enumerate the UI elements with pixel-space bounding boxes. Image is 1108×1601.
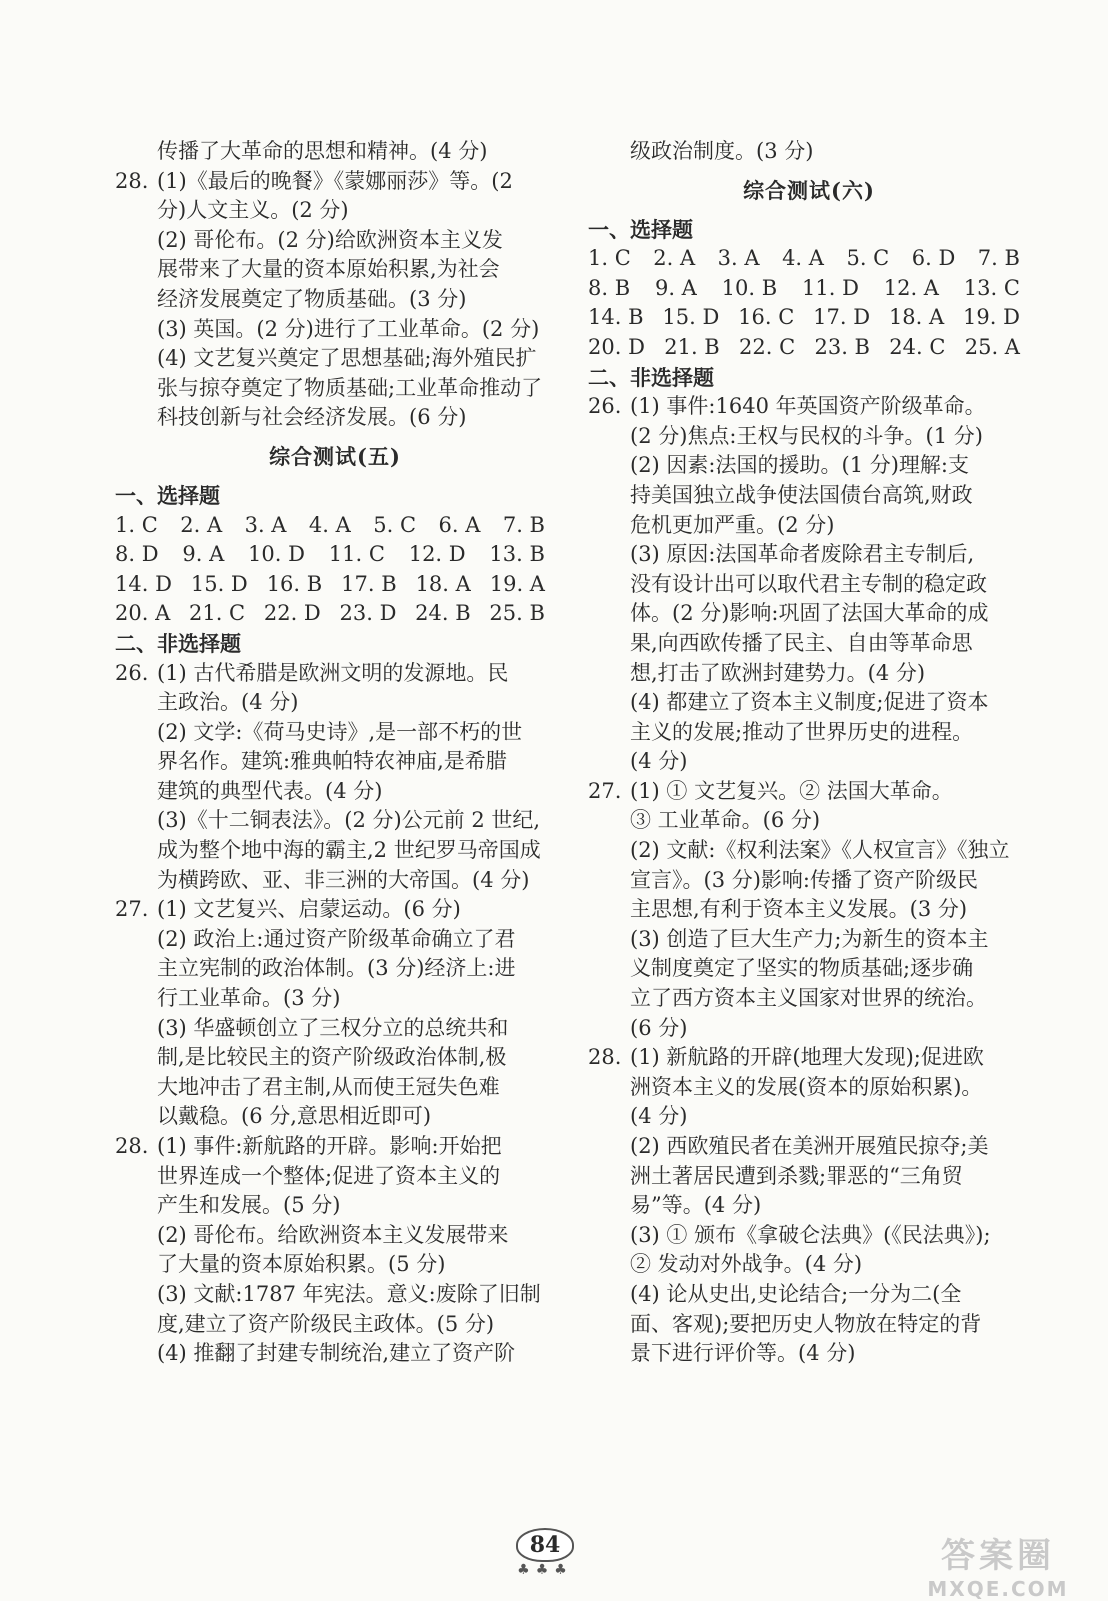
answer-text: (4 分): [630, 1104, 688, 1129]
mc-answer: 8. D: [115, 542, 159, 567]
left-column: [115, 137, 555, 1369]
mc-row: [588, 303, 1030, 333]
answer-line: [115, 866, 555, 896]
mc-row: [588, 244, 1030, 274]
answer-text: (1) 文艺复兴、启蒙运动。(6 分): [157, 897, 461, 922]
mc-answer: 12. D: [408, 542, 466, 567]
mc-answer: 20. A: [115, 601, 171, 626]
answer-text: 主立宪制的政治体制。(3 分)经济上:进: [157, 956, 516, 981]
mc-answer: 13. B: [489, 542, 545, 567]
answer-text: 危机更加严重。(2 分): [630, 512, 835, 537]
answer-line: [588, 1073, 1030, 1103]
mc-answer: 2. A: [653, 246, 696, 271]
question-number: 27.: [588, 778, 622, 803]
answer-line: [115, 954, 555, 984]
mc-answer: 25. B: [489, 601, 545, 626]
answer-line: [115, 688, 555, 718]
answer-text: (3) 创造了巨大生产力;为新生的资本主: [630, 926, 989, 951]
answer-line: [588, 137, 1030, 167]
answer-line: [588, 688, 1030, 718]
mc-answer: 15. D: [662, 305, 720, 330]
answer-line: [588, 570, 1030, 600]
answer-text: (1) 新航路的开辟(地理大发现);促进欧: [630, 1045, 984, 1070]
answer-text: 度,建立了资产阶级民主政体。(5 分): [157, 1311, 495, 1336]
mc-answer: 18. A: [415, 571, 471, 596]
answer-text: (2 分)焦点:王权与民权的斗争。(1 分): [630, 423, 983, 448]
answer-line: [115, 255, 555, 285]
watermark-url: MXQE.COM: [927, 1577, 1069, 1601]
answer-line: [115, 1221, 555, 1251]
test6-mc-answers: [588, 244, 1030, 362]
answer-text: (6 分): [630, 1015, 688, 1040]
answer-text: 世界连成一个整体;促进了资本主义的: [157, 1163, 501, 1188]
mc-answer: 9. A: [654, 275, 697, 300]
mc-answer: 25. A: [964, 334, 1020, 359]
answer-text: 想,打击了欧洲封建势力。(4 分): [630, 660, 926, 685]
answer-text: 行工业革命。(3 分): [157, 986, 341, 1011]
answer-line: [588, 984, 1030, 1014]
mc-answer: 11. C: [328, 542, 385, 567]
answer-line: [115, 718, 555, 748]
mc-row: [115, 540, 555, 570]
answer-text: 传播了大革命的思想和精神。(4 分): [157, 139, 488, 163]
mc-answer: 23. D: [339, 601, 397, 626]
answer-text: 体。(2 分)影响:巩固了法国大革命的成: [630, 601, 989, 626]
answer-text: ② 发动对外战争。(4 分): [630, 1252, 863, 1277]
mc-answer: 10. D: [248, 542, 305, 567]
answer-line: [588, 1310, 1030, 1340]
mc-answer: 5. C: [846, 246, 890, 271]
answer-line: [115, 747, 555, 777]
answer-text: 主义的发展;推动了世界历史的进程。: [630, 719, 974, 744]
answer-line: [115, 925, 555, 955]
answer-text: (4) 论从史出,史论结合;一分为二(全: [630, 1281, 962, 1306]
mc-row: [588, 333, 1030, 363]
answer-line: [588, 866, 1030, 896]
answer-text: (3) 原因:法国革命者废除君主专制后,: [630, 542, 975, 567]
test5-mc-heading: 一、选择题: [115, 482, 220, 508]
answer-line: [115, 285, 555, 315]
answer-line: [115, 374, 555, 404]
answer-text: 洲资本主义的发展(资本的原始积累)。: [630, 1074, 983, 1099]
mc-answer: 16. C: [738, 305, 795, 330]
mc-answer: 14. B: [588, 305, 644, 330]
answer-line: [588, 895, 1030, 925]
answer-text: 建筑的典型代表。(4 分): [157, 778, 383, 803]
answer-text: (3) 英国。(2 分)进行了工业革命。(2 分): [157, 316, 540, 341]
answer-line: [588, 540, 1030, 570]
mc-answer: 22. D: [263, 601, 321, 626]
page-number: 84: [516, 1528, 575, 1562]
answer-line: [115, 315, 555, 345]
answer-line: [115, 344, 555, 374]
answer-line: [588, 599, 1030, 629]
answer-text: 易”等。(4 分): [630, 1193, 762, 1218]
answer-line: [115, 1191, 555, 1221]
answer-text: (1) ① 文艺复兴。② 法国大革命。: [630, 778, 953, 803]
answer-line: [588, 1339, 1030, 1369]
mc-answer: 24. B: [415, 601, 471, 626]
mc-answer: 18. A: [888, 305, 945, 330]
test6-nonmc-answers: [588, 392, 1030, 1369]
mc-answer: 13. C: [963, 275, 1020, 300]
answer-line: [115, 196, 555, 226]
answer-text: 分)人文主义。(2 分): [157, 198, 349, 223]
watermark-logo: 答案圈: [941, 1536, 1055, 1576]
answer-line: [588, 1221, 1030, 1251]
answer-line: [115, 1132, 555, 1162]
answer-line: [588, 629, 1030, 659]
answer-text: 了大量的资本原始积累。(5 分): [157, 1252, 446, 1277]
answer-line: [588, 1191, 1030, 1221]
mc-answer: 14. D: [115, 571, 172, 596]
test5-nonmc-answers: [115, 659, 555, 1369]
mc-answer: 7. B: [502, 512, 545, 537]
answer-text: 经济发展奠定了物质基础。(3 分): [157, 286, 467, 311]
mc-answer: 19. A: [489, 571, 545, 596]
answer-line: [588, 777, 1030, 807]
mc-answer: 20. D: [588, 334, 645, 359]
question-number: 28.: [115, 168, 149, 193]
mc-answer: 21. B: [664, 334, 720, 359]
mc-answer: 1. C: [115, 512, 158, 537]
answer-text: 义制度奠定了坚实的物质基础;逐步确: [630, 956, 974, 981]
test6-mc-heading: 一、选择题: [588, 216, 693, 242]
answer-line: [115, 836, 555, 866]
answer-text: 主政治。(4 分): [157, 690, 299, 715]
answer-line: [115, 1043, 555, 1073]
answer-text: 制,是比较民主的资产阶级政治体制,极: [157, 1045, 507, 1070]
answer-line: [115, 1339, 555, 1369]
test6-title: 综合测试(六): [743, 177, 875, 203]
answer-line: [588, 1250, 1030, 1280]
answer-text: ③ 工业革命。(6 分): [630, 808, 821, 833]
answer-text: (2) 西欧殖民者在美洲开展殖民掠夺;美: [630, 1134, 989, 1158]
answer-line: [115, 137, 555, 167]
answer-line: [588, 806, 1030, 836]
mc-answer: 21. C: [188, 601, 246, 626]
answer-line: [588, 1132, 1030, 1162]
question-number: 26.: [588, 394, 622, 419]
answer-text: 以戴稳。(6 分,意思相近即可): [157, 1104, 432, 1129]
answer-text: (3) 华盛顿创立了三权分立的总统共和: [157, 1015, 509, 1040]
answer-text: (3) ① 颁布《拿破仑法典》(《民法典》);: [630, 1222, 991, 1247]
answer-line: [115, 1250, 555, 1280]
answer-text: 产生和发展。(5 分): [157, 1193, 341, 1218]
answer-line: [588, 511, 1030, 541]
answer-text: (4) 推翻了封建专制统治,建立了资产阶: [157, 1341, 516, 1366]
right-continuation: [588, 137, 1030, 167]
answer-text: 为横跨欧、亚、非三洲的大帝国。(4 分): [157, 867, 530, 892]
answer-line: [115, 226, 555, 256]
watermark: [908, 1528, 1088, 1601]
answer-text: (1) 古代希腊是欧洲文明的发源地。民: [157, 660, 509, 685]
mc-row: [588, 274, 1030, 304]
question-number: 27.: [115, 897, 149, 922]
mc-answer: 1. C: [588, 246, 631, 271]
answer-text: (4) 都建立了资本主义制度;促进了资本: [630, 690, 989, 715]
answer-text: 景下进行评价等。(4 分): [630, 1341, 856, 1366]
mc-answer: 5. C: [373, 512, 417, 537]
answer-line: [115, 1162, 555, 1192]
answer-line: [588, 1162, 1030, 1192]
mc-answer: 3. A: [717, 246, 760, 271]
question-number: 28.: [115, 1134, 149, 1158]
answer-text: 持美国独立战争使法国债台高筑,财政: [630, 482, 973, 507]
mc-answer: 17. D: [813, 305, 871, 330]
answer-line: [588, 1102, 1030, 1132]
answer-text: (3)《十二铜表法》。(2 分)公元前 2 世纪,: [157, 808, 541, 833]
test5-nonmc-heading: 二、非选择题: [115, 630, 241, 656]
answer-text: (3) 文献:1787 年宪法。意义:废除了旧制: [157, 1281, 541, 1306]
answer-line: [115, 403, 555, 433]
answer-text: (4 分): [630, 749, 688, 774]
mc-answer: 23. B: [814, 334, 870, 359]
mc-row: [115, 511, 555, 541]
answer-line: [588, 422, 1030, 452]
answer-line: [115, 777, 555, 807]
answer-line: [588, 392, 1030, 422]
test5-title: 综合测试(五): [269, 443, 401, 469]
test5-mc-answers: [115, 511, 555, 629]
mc-answer: 19. D: [963, 305, 1020, 330]
answer-text: 级政治制度。(3 分): [630, 139, 814, 163]
answer-line: [588, 1280, 1030, 1310]
mc-answer: 11. D: [802, 275, 859, 300]
mc-answer: 4. A: [782, 246, 824, 271]
question-number: 26.: [115, 660, 149, 685]
answer-text: (1)《最后的晚餐》《蒙娜丽莎》等。(2: [157, 168, 513, 193]
answer-text: (1) 事件:新航路的开辟。影响:开始把: [157, 1134, 502, 1158]
answer-line: [588, 925, 1030, 955]
answer-text: (2) 文献:《权利法案》《人权宣言》《独立: [630, 838, 1010, 863]
answer-text: 大地冲击了君主制,从而使王冠失色难: [157, 1074, 500, 1099]
answer-line: [115, 895, 555, 925]
mc-answer: 2. A: [180, 512, 223, 537]
answer-text: 没有设计出可以取代君主专制的稳定政: [630, 571, 987, 596]
mc-answer: 17. B: [341, 571, 397, 596]
answer-text: 展带来了大量的资本原始积累,为社会: [157, 257, 500, 282]
test6-nonmc-heading: 二、非选择题: [588, 364, 714, 390]
mc-answer: 9. A: [182, 542, 225, 567]
mc-answer: 10. B: [721, 275, 778, 300]
answer-text: 宣言》。(3 分)影响:传播了资产阶级民: [630, 867, 978, 892]
mc-answer: 4. A: [308, 512, 351, 537]
page-number-badge: [510, 1528, 580, 1578]
answer-line: [115, 1280, 555, 1310]
answer-text: 立了西方资本主义国家对世界的统治。: [630, 986, 987, 1011]
answer-line: [115, 167, 555, 197]
mc-answer: 6. A: [438, 512, 481, 537]
answer-text: (2) 哥伦布。给欧洲资本主义发展带来: [157, 1222, 509, 1247]
answer-text: 主思想,有利于资本主义发展。(3 分): [630, 897, 968, 922]
answer-line: [588, 659, 1030, 689]
answer-text: 洲土著居民遭到杀戮;罪恶的“三角贸: [630, 1163, 963, 1188]
answer-line: [588, 747, 1030, 777]
mc-answer: 6. D: [911, 246, 956, 271]
answer-line: [588, 718, 1030, 748]
answer-line: [115, 1310, 555, 1340]
answer-text: 张与掠夺奠定了物质基础;工业革命推动了: [157, 375, 543, 400]
answer-line: [588, 481, 1030, 511]
answer-line: [588, 451, 1030, 481]
question-number: 28.: [588, 1045, 622, 1070]
answer-text: 科技创新与社会经济发展。(6 分): [157, 405, 467, 430]
right-column: [588, 137, 1030, 1369]
mc-answer: 7. B: [977, 246, 1020, 271]
mc-answer: 3. A: [244, 512, 287, 537]
answer-line: [115, 806, 555, 836]
answer-text: (1) 事件:1640 年英国资产阶级革命。: [630, 394, 986, 419]
answer-line: [115, 659, 555, 689]
answer-text: (2) 因素:法国的援助。(1 分)理解:支: [630, 453, 969, 478]
mc-answer: 8. B: [588, 275, 631, 300]
answer-text: 果,向西欧传播了民主、自由等革命思: [630, 630, 973, 655]
answer-text: 面、客观);要把历史人物放在特定的背: [630, 1311, 982, 1336]
mc-answer: 12. A: [883, 275, 939, 300]
mc-row: [115, 570, 555, 600]
answer-text: (2) 文学:《荷马史诗》,是一部不朽的世: [157, 719, 523, 744]
answer-line: [588, 836, 1030, 866]
mc-answer: 16. B: [266, 571, 323, 596]
mc-answer: 24. C: [889, 334, 946, 359]
answer-text: (4) 文艺复兴奠定了思想基础;海外殖民扩: [157, 346, 537, 371]
answer-line: [588, 1014, 1030, 1044]
answer-text: 界名作。建筑:雅典帕特农神庙,是希腊: [157, 749, 507, 774]
tree-decoration-icon: ♣♣♣: [517, 1562, 573, 1578]
answer-line: [115, 1073, 555, 1103]
answer-line: [115, 1102, 555, 1132]
mc-answer: 22. C: [739, 334, 796, 359]
answer-text: (2) 政治上:通过资产阶级革命确立了君: [157, 926, 516, 951]
answer-line: [588, 954, 1030, 984]
answer-line: [115, 984, 555, 1014]
answer-text: 成为整个地中海的霸主,2 世纪罗马帝国成: [157, 838, 541, 863]
answer-line: [115, 1014, 555, 1044]
mc-answer: 15. D: [190, 571, 248, 596]
mc-row: [115, 599, 555, 629]
left-continuation: [115, 137, 555, 433]
answer-line: [588, 1043, 1030, 1073]
answer-text: (2) 哥伦布。(2 分)给欧洲资本主义发: [157, 227, 503, 252]
